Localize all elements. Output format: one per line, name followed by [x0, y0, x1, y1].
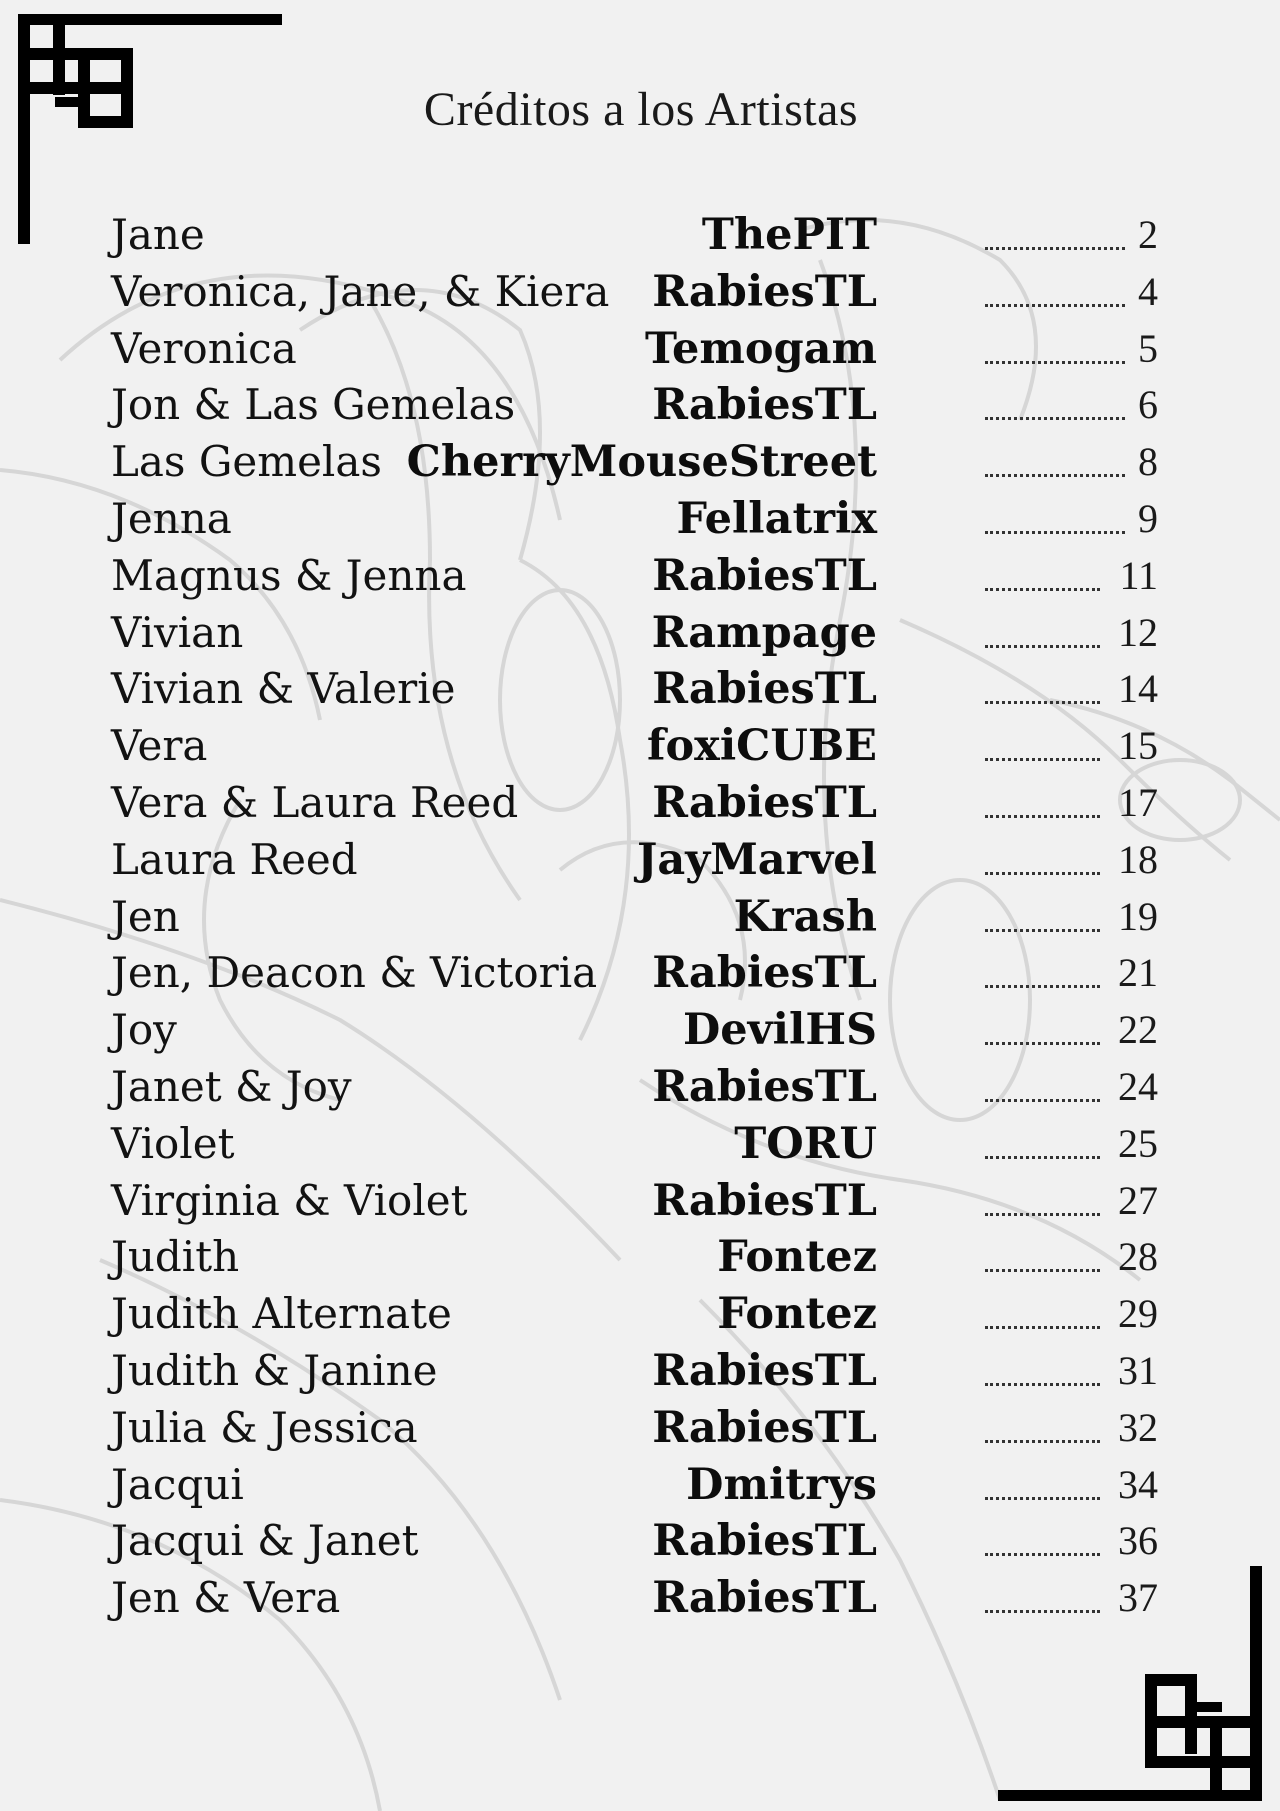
artist-name: Fontez	[717, 1232, 877, 1283]
credit-row	[0, 1343, 1280, 1399]
credit-row	[0, 1059, 1280, 1115]
page-number: 11	[1119, 552, 1158, 598]
credit-row	[0, 1002, 1280, 1058]
page-number: 36	[1118, 1518, 1158, 1564]
artist-name: RabiesTL	[652, 1062, 877, 1112]
page-number: 37	[1118, 1575, 1158, 1621]
page-number: 5	[1138, 325, 1158, 371]
page-number: 2	[1138, 212, 1158, 257]
character-name: Laura Reed	[111, 834, 358, 884]
page-number: 25	[1118, 1120, 1158, 1166]
dot-leader	[985, 247, 1125, 250]
credit-row	[0, 1570, 1280, 1626]
character-name: Jen	[111, 891, 180, 941]
credit-row	[0, 661, 1280, 717]
page-number: 34	[1118, 1461, 1158, 1507]
artist-name: Fontez	[717, 1289, 877, 1340]
artist-name: RabiesTL	[652, 1402, 877, 1453]
dot-leader	[985, 1156, 1100, 1159]
character-name: Vera & Laura Reed	[111, 778, 519, 827]
character-name: Judith	[111, 1232, 240, 1282]
character-name: Jenna	[111, 494, 232, 543]
page-number: 17	[1118, 780, 1158, 825]
page-number: 9	[1138, 496, 1158, 541]
artist-name: RabiesTL	[652, 948, 877, 999]
page-number: 14	[1118, 666, 1158, 712]
artist-name: RabiesTL	[652, 1175, 877, 1226]
character-name: Vivian & Valerie	[111, 664, 456, 714]
artist-name: Fellatrix	[676, 494, 877, 544]
dot-leader	[985, 1099, 1100, 1102]
page-number: 12	[1118, 609, 1158, 655]
dot-leader	[985, 1269, 1100, 1272]
character-name: Jacqui	[111, 1459, 244, 1509]
artist-name: Rampage	[651, 607, 877, 658]
credit-row	[0, 1116, 1280, 1172]
credit-row	[0, 264, 1280, 320]
credit-row	[0, 945, 1280, 1001]
credit-row	[0, 548, 1280, 604]
dot-leader	[985, 758, 1100, 761]
credit-row	[0, 1173, 1280, 1229]
page-number: 19	[1118, 893, 1158, 939]
page-number: 31	[1118, 1348, 1158, 1393]
dot-leader	[985, 872, 1100, 875]
dot-leader	[985, 304, 1125, 307]
artist-name: RabiesTL	[652, 664, 877, 715]
artist-name: foxiCUBE	[647, 721, 877, 772]
credit-row	[0, 1513, 1280, 1569]
page-number: 8	[1138, 439, 1158, 485]
dot-leader	[985, 1042, 1100, 1045]
character-name: Jen & Vera	[111, 1573, 341, 1623]
credit-row	[0, 605, 1280, 661]
credit-row	[0, 1229, 1280, 1285]
artist-name: RabiesTL	[652, 1573, 877, 1624]
artist-name: RabiesTL	[652, 550, 877, 601]
character-name: Veronica	[111, 323, 297, 373]
artist-name: JayMarvel	[637, 834, 877, 885]
dot-leader	[985, 815, 1100, 818]
artist-name: Krash	[733, 891, 877, 942]
credit-row	[0, 1400, 1280, 1456]
page-number: 6	[1138, 382, 1158, 428]
credit-row	[0, 832, 1280, 888]
page-number: 15	[1118, 723, 1158, 769]
character-name: Janet & Joy	[111, 1062, 352, 1111]
character-name: Vera	[111, 721, 208, 771]
dot-leader	[985, 361, 1125, 364]
dot-leader	[985, 645, 1100, 648]
dot-leader	[985, 1213, 1100, 1216]
artist-name: DevilHS	[683, 1005, 877, 1056]
character-name: Las Gemelas	[111, 437, 382, 487]
character-name: Judith & Janine	[111, 1346, 438, 1395]
credit-row	[0, 1457, 1280, 1513]
character-name: Jen, Deacon & Victoria	[111, 948, 598, 998]
credit-row	[0, 491, 1280, 547]
dot-leader	[985, 531, 1125, 534]
artist-name: CherryMouseStreet	[406, 437, 877, 488]
dot-leader	[985, 701, 1100, 704]
artist-name: RabiesTL	[652, 1346, 877, 1396]
page-number: 28	[1118, 1234, 1158, 1280]
character-name: Judith Alternate	[111, 1289, 452, 1339]
credit-row	[0, 718, 1280, 774]
page-number: 18	[1118, 836, 1158, 882]
credit-row	[0, 434, 1280, 490]
artist-name: Dmitrys	[686, 1459, 877, 1510]
character-name: Virginia & Violet	[111, 1175, 468, 1225]
credit-row	[0, 207, 1280, 263]
dot-leader	[985, 1610, 1100, 1613]
dot-leader	[985, 417, 1125, 420]
credit-row	[0, 377, 1280, 433]
page-number: 32	[1118, 1404, 1158, 1450]
artist-name: ThePIT	[701, 210, 877, 260]
credit-row	[0, 1286, 1280, 1342]
page-number: 22	[1118, 1007, 1158, 1053]
character-name: Jane	[111, 210, 205, 259]
dot-leader	[985, 1497, 1100, 1500]
artist-name: RabiesTL	[652, 1516, 877, 1567]
dot-leader	[985, 1326, 1100, 1329]
dot-leader	[985, 1440, 1100, 1443]
artist-name: TORU	[734, 1118, 877, 1169]
character-name: Joy	[111, 1005, 177, 1055]
artist-name: Temogam	[644, 323, 877, 374]
character-name: Julia & Jessica	[111, 1402, 418, 1452]
character-name: Jon & Las Gemelas	[111, 380, 516, 430]
dot-leader	[985, 474, 1125, 477]
page-number: 24	[1118, 1064, 1158, 1109]
dot-leader	[985, 1383, 1100, 1386]
page-number: 27	[1118, 1177, 1158, 1223]
page-title: Créditos a los Artistas	[423, 83, 859, 136]
credit-row	[0, 775, 1280, 831]
credit-row	[0, 321, 1280, 377]
artist-name: RabiesTL	[652, 266, 877, 317]
page-number: 4	[1138, 268, 1158, 314]
page-number: 21	[1118, 950, 1158, 996]
character-name: Violet	[111, 1118, 235, 1168]
character-name: Vivian	[111, 607, 244, 657]
dot-leader	[985, 588, 1100, 591]
credit-row	[0, 889, 1280, 945]
character-name: Veronica, Jane, & Kiera	[111, 266, 610, 316]
artist-name: RabiesTL	[652, 380, 877, 431]
page-number: 29	[1118, 1291, 1158, 1337]
character-name: Jacqui & Janet	[111, 1516, 419, 1566]
dot-leader	[985, 929, 1100, 932]
artist-name: RabiesTL	[652, 778, 877, 828]
character-name: Magnus & Jenna	[111, 550, 467, 600]
dot-leader	[985, 1553, 1100, 1556]
dot-leader	[985, 985, 1100, 988]
